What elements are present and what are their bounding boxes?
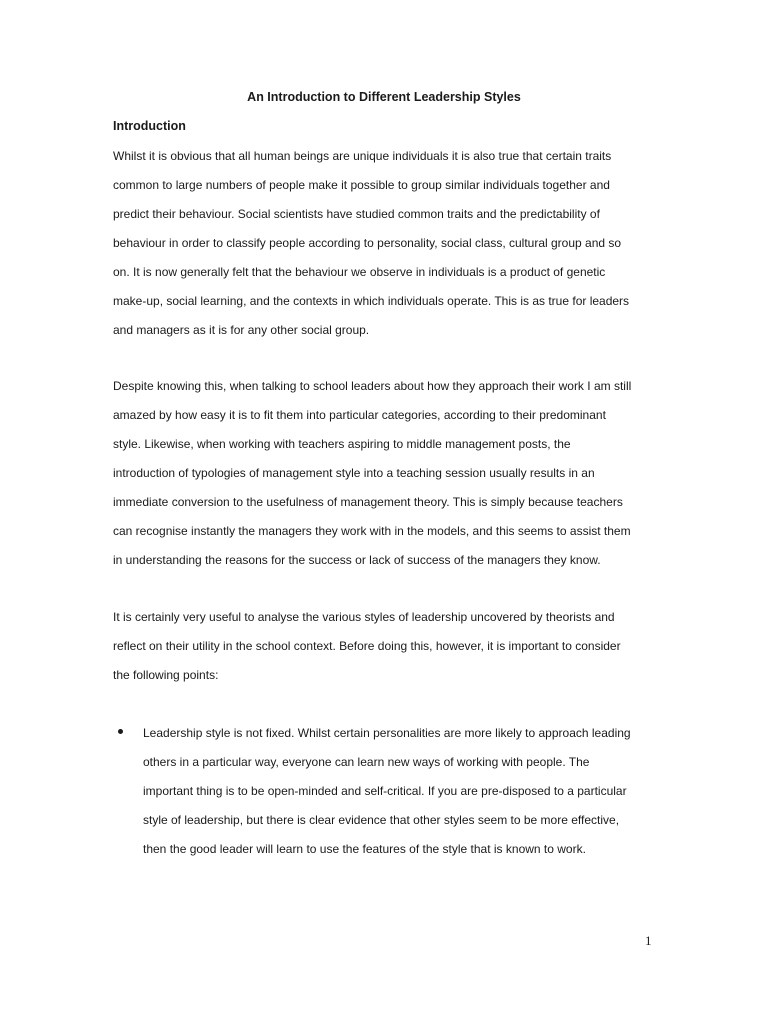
bullet-line: important thing is to be open-minded and self-critical. If you are pre-disposed to a particular [143, 784, 627, 798]
page-number: 1 [645, 933, 652, 948]
paragraph-line: common to large numbers of people make it possible to group similar individuals together and [113, 178, 610, 192]
paragraph-line: can recognise instantly the managers they work with in the models, and this seems to assist them [113, 524, 631, 538]
paragraph-line: and managers as it is for any other social group. [113, 323, 370, 337]
document-title: An Introduction to Different Leadership Styles [247, 90, 521, 104]
paragraph-line: introduction of typologies of management style into a teaching session usually results in an [113, 466, 595, 480]
bullet-line: style of leadership, but there is clear evidence that other styles seem to be more effective, [143, 813, 620, 827]
paragraph-line: the following points: [113, 668, 219, 682]
paragraph-line: in understanding the reasons for the success or lack of success of the managers they know. [113, 553, 601, 567]
bullet-line: then the good leader will learn to use the features of the style that is known to work. [143, 842, 586, 856]
paragraph-line: reflect on their utility in the school context. Before doing this, however, it is important to consider [113, 639, 621, 653]
bullet-marker-icon [118, 729, 123, 734]
paragraph-line: immediate conversion to the usefulness of management theory. This is simply because teachers [113, 495, 623, 509]
paragraph-line: It is certainly very useful to analyse the various styles of leadership uncovered by theorists and [113, 610, 615, 624]
paragraph-line: style. Likewise, when working with teachers aspiring to middle management posts, the [113, 437, 571, 451]
paragraph-line: amazed by how easy it is to fit them into particular categories, according to their predominant [113, 408, 606, 422]
bullet-line: others in a particular way, everyone can learn new ways of working with people. The [143, 755, 590, 769]
paragraph-line: Whilst it is obvious that all human beings are unique individuals it is also true that certain traits [113, 149, 612, 163]
paragraph-line: make-up, social learning, and the contexts in which individuals operate. This is as true for leaders [113, 294, 630, 308]
paragraph-line: behaviour in order to classify people according to personality, social class, cultural group and so [113, 236, 622, 250]
paragraph-line: predict their behaviour. Social scientists have studied common traits and the predictability of [113, 207, 600, 221]
section-heading-introduction: Introduction [113, 119, 186, 133]
paragraph-line: Despite knowing this, when talking to school leaders about how they approach their work I am still [113, 379, 632, 393]
bullet-line: Leadership style is not fixed. Whilst certain personalities are more likely to approach leading [143, 726, 631, 740]
paragraph-line: on. It is now generally felt that the behaviour we observe in individuals is a product of genetic [113, 265, 606, 279]
